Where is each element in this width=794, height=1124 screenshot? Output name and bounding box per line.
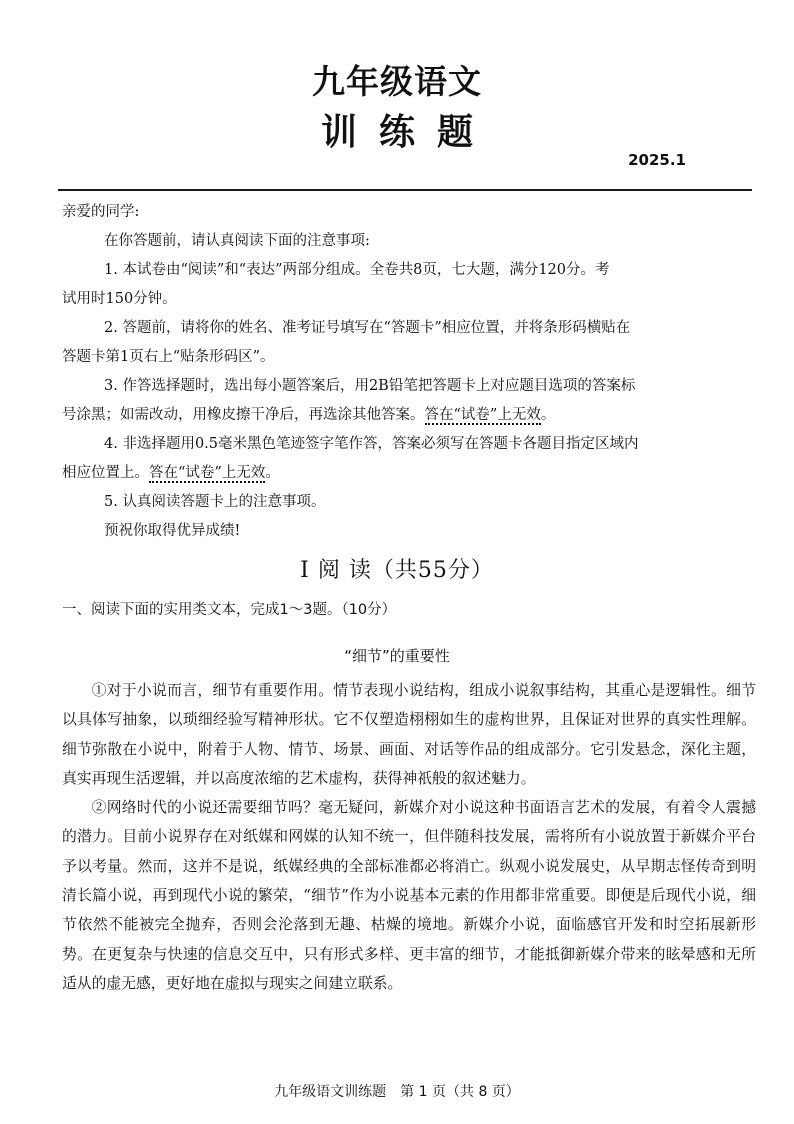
page-title: 九年级语文 bbox=[312, 62, 482, 101]
notice-block bbox=[62, 198, 752, 546]
notice-item-3b-text: 号涂黑；如需改动，用橡皮擦干净后，再选涂其他答案。 bbox=[62, 407, 425, 423]
notice-item-3b bbox=[62, 401, 752, 430]
page-subtitle: 训练题 bbox=[320, 112, 495, 153]
section-title: I 阅 读（共55分） bbox=[300, 558, 494, 583]
article-paragraph-2: ②网络时代的小说还需要细节吗？毫无疑问，新媒介对小说这种书面语言艺术的发展，有着令人震撼的潜力。目前小说界存在对纸媒和网媒的认知不统一，但伴随科技发展，需将所有小说放置于新媒介平台予以考量。然而，这并不是说，纸媒经典的全部标准都必将消亡。纵观小说发展史，从早期志怪传奇到明清长篇小说，再到现代小说的繁荣，“细节”作为小说基本元素的作用都非常重要。即便是后现代小说，细节依然不能被完全抛弃，否则会沦落到无趣、枯燥的境地。新媒介小说，面临感官开发和时空拓展新形势。在更复杂与快速的信息交互中，只有形式多样、更丰富的细节，才能抵御新媒介带来的眩晕感和无所适从的虚无感，更好地在虚拟与现实之间建立联系。 bbox=[62, 799, 756, 992]
notice-item-4b-emphasis: 答在“试卷”上无效 bbox=[149, 465, 266, 481]
notice-item-4b-text: 相应位置上。 bbox=[62, 465, 149, 481]
notice-item-2a: 2. 答题前，请将你的姓名、准考证号填写在“答题卡”相应位置，并将条形码横贴在 bbox=[104, 320, 631, 336]
notice-intro: 在你答题前，请认真阅读下面的注意事项: bbox=[104, 233, 370, 249]
article-paragraph-1: ①对于小说而言，细节有重要作用。情节表现小说结构，组成小说叙事结构，其重心是逻辑性。细节以具体写抽象，以琐细经验写精神形状。它不仅塑造栩栩如生的虚构世界，且保证对世界的真实性理解。细节弥散在小说中，附着于人物、情节、场景、画面、对话等作品的组成部分。它引发悬念，深化主题，真实再现生活逻辑，并以高度浓缩的艺术虚构，获得神祇般的叙述魅力。 bbox=[62, 682, 756, 787]
notice-greeting: 亲爱的同学: bbox=[62, 204, 140, 220]
notice-item-4b bbox=[62, 459, 752, 488]
notice-item-3a: 3. 作答选择题时，选出每小题答案后，用2B铅笔把答题卡上对应题目选项的答案标 bbox=[104, 378, 636, 394]
notice-item-4a: 4. 非选择题用0.5毫米黑色笔迹签字笔作答，答案必须写在答题卡各题目指定区域内 bbox=[104, 436, 639, 452]
notice-wish: 预祝你取得优异成绩! bbox=[104, 523, 241, 539]
article-title: “细节”的重要性 bbox=[344, 647, 450, 665]
notice-item-2b: 答题卡第1页右上“贴条形码区”。 bbox=[62, 349, 275, 365]
header-divider bbox=[58, 189, 752, 191]
notice-item-4b-end: 。 bbox=[265, 465, 280, 481]
notice-item-1a: 1. 本试卷由“阅读”和“表达”两部分组成。全卷共8页，七大题，满分120分。考 bbox=[104, 262, 610, 278]
page-footer: 九年级语文训练题 第 1 页（共 8 页） bbox=[274, 1084, 520, 1100]
notice-item-3b-emphasis: 答在“试卷”上无效 bbox=[424, 407, 541, 423]
notice-item-5: 5. 认真阅读答题卡上的注意事项。 bbox=[104, 494, 326, 510]
article-body bbox=[62, 676, 756, 998]
question-heading: 一、阅读下面的实用类文本，完成1～3题。（10分） bbox=[62, 602, 397, 618]
notice-item-3b-end: 。 bbox=[540, 407, 556, 423]
exam-date: 2025.1 bbox=[628, 151, 686, 169]
notice-item-1b: 试用时150分钟。 bbox=[62, 291, 177, 307]
